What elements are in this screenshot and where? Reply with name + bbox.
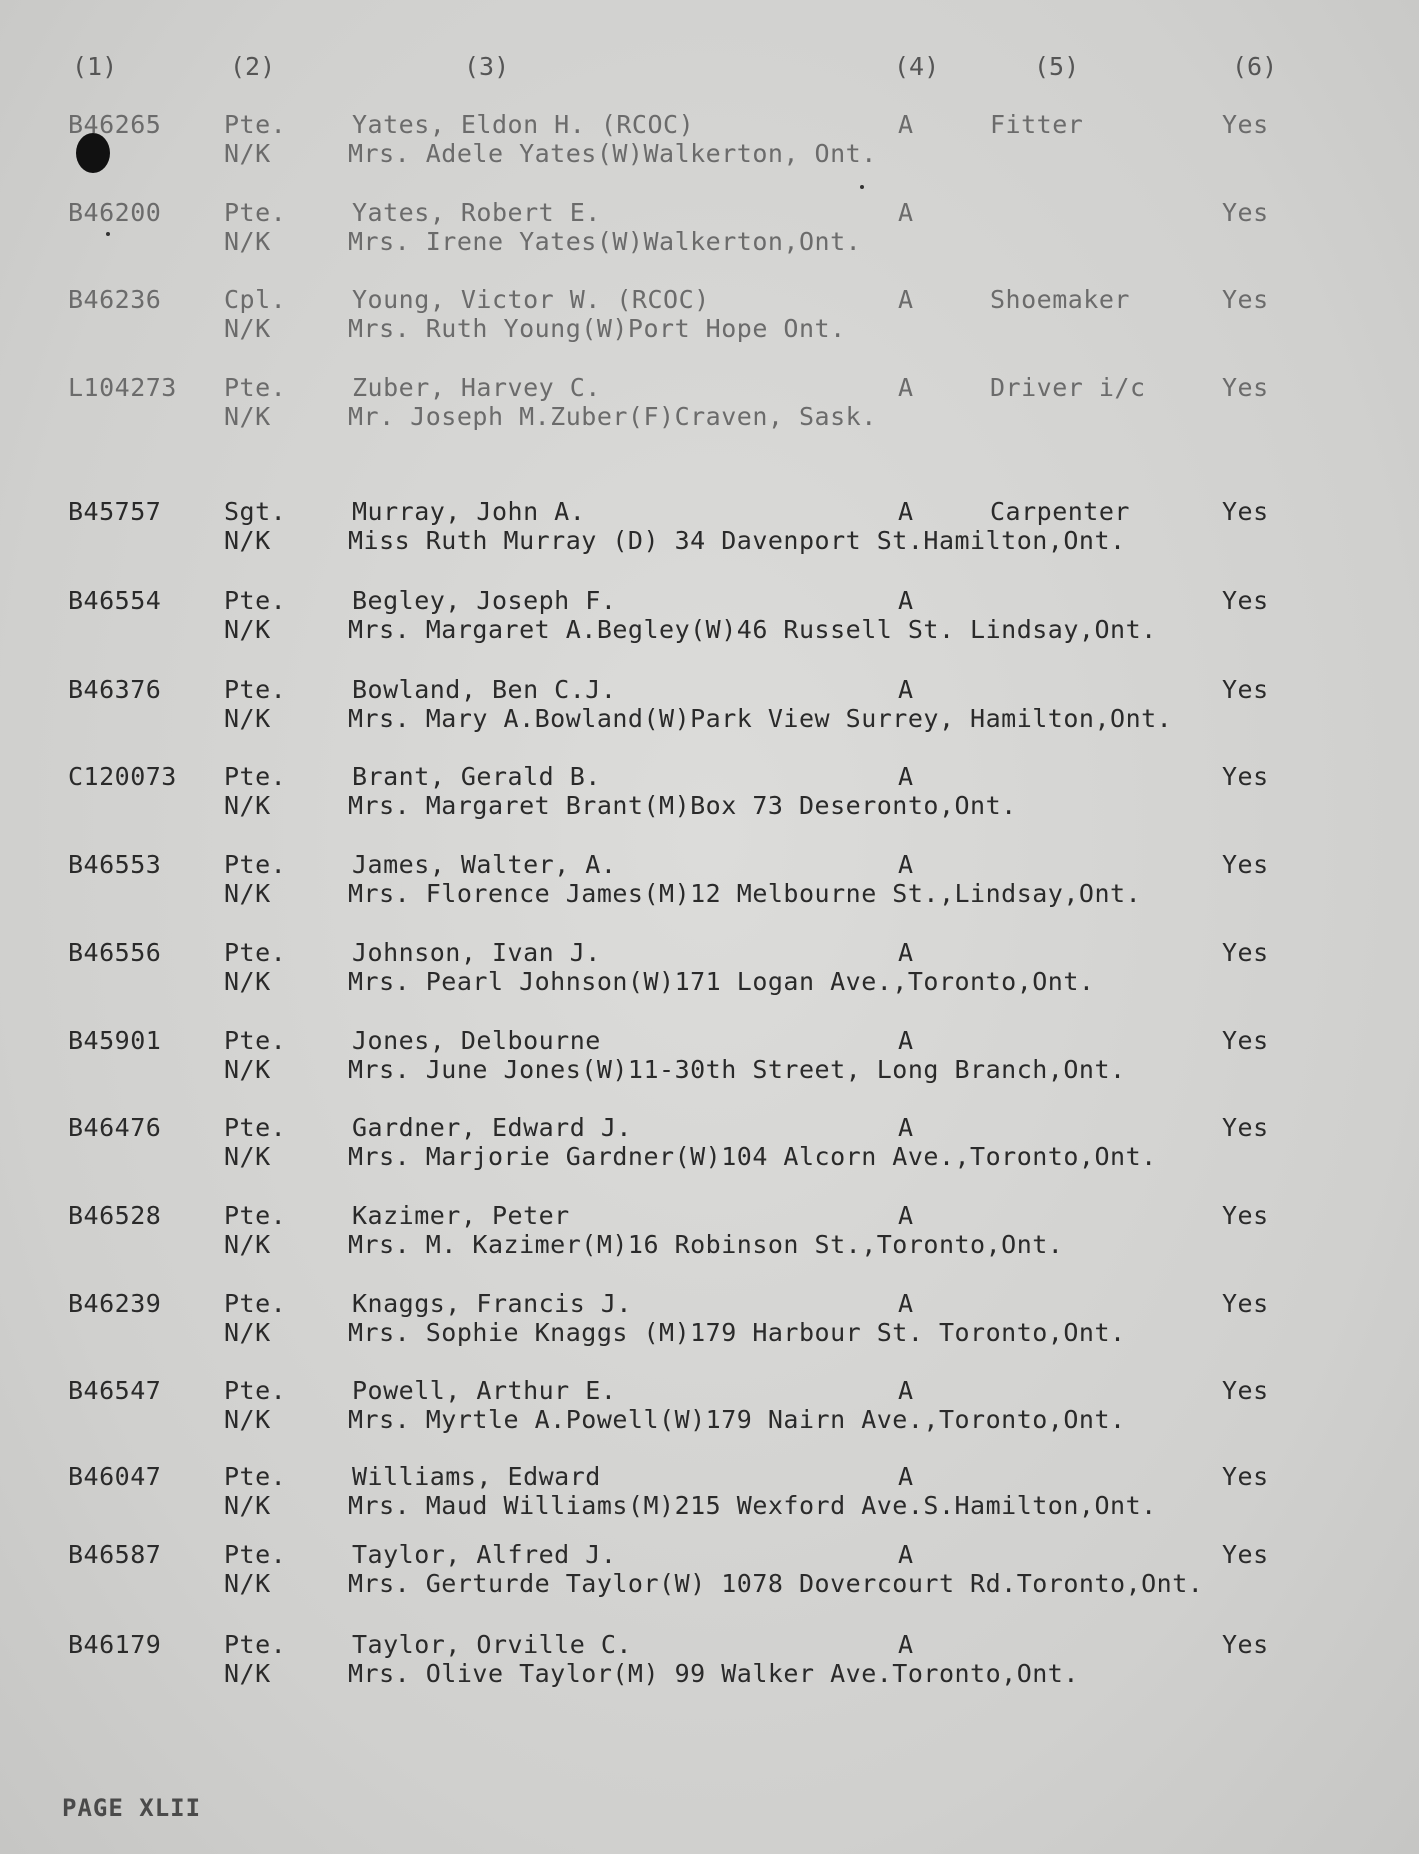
next-of-kin: Mrs. Olive Taylor(M) 99 Walker Ave.Toronto,Ont. bbox=[348, 1659, 1079, 1688]
next-of-kin: Mrs. Maud Williams(M)215 Wexford Ave.S.Hamilton,Ont. bbox=[348, 1491, 1157, 1520]
service-number: L104273 bbox=[68, 373, 177, 402]
record-entry bbox=[0, 285, 1419, 349]
rank: Pte. bbox=[224, 1630, 287, 1659]
category: A bbox=[898, 1630, 914, 1659]
soldier-name: Begley, Joseph F. bbox=[352, 586, 617, 615]
column-headers bbox=[0, 52, 1419, 88]
soldier-name: Gardner, Edward J. bbox=[352, 1113, 632, 1142]
rank: Sgt. bbox=[224, 497, 287, 526]
next-of-kin: Mrs. Ruth Young(W)Port Hope Ont. bbox=[348, 314, 846, 343]
category: A bbox=[898, 1113, 914, 1142]
next-of-kin-label: N/K bbox=[224, 704, 271, 733]
status-yes: Yes bbox=[1222, 1540, 1269, 1569]
rank: Pte. bbox=[224, 1376, 287, 1405]
rank: Pte. bbox=[224, 1289, 287, 1318]
rank: Pte. bbox=[224, 938, 287, 967]
soldier-name: Johnson, Ivan J. bbox=[352, 938, 601, 967]
next-of-kin-label: N/K bbox=[224, 1230, 271, 1259]
soldier-name: Young, Victor W. (RCOC) bbox=[352, 285, 710, 314]
soldier-name: Zuber, Harvey C. bbox=[352, 373, 601, 402]
column-header-2: (2) bbox=[230, 52, 276, 81]
status-yes: Yes bbox=[1222, 1630, 1269, 1659]
column-header-3: (3) bbox=[464, 52, 510, 81]
next-of-kin-label: N/K bbox=[224, 791, 271, 820]
status-yes: Yes bbox=[1222, 1376, 1269, 1405]
next-of-kin: Mrs. Florence James(M)12 Melbourne St.,Lindsay,Ont. bbox=[348, 879, 1142, 908]
next-of-kin-label: N/K bbox=[224, 139, 271, 168]
next-of-kin-label: N/K bbox=[224, 314, 271, 343]
next-of-kin-label: N/K bbox=[224, 1569, 271, 1598]
record-entry bbox=[0, 586, 1419, 650]
status-yes: Yes bbox=[1222, 1289, 1269, 1318]
next-of-kin: Mrs. Gerturde Taylor(W) 1078 Dovercourt Rd.Toronto,Ont. bbox=[348, 1569, 1204, 1598]
service-number: C120073 bbox=[68, 762, 177, 791]
category: A bbox=[898, 1026, 914, 1055]
next-of-kin: Mrs. June Jones(W)11-30th Street, Long Branch,Ont. bbox=[348, 1055, 1126, 1084]
service-number: B46179 bbox=[68, 1630, 162, 1659]
status-yes: Yes bbox=[1222, 1201, 1269, 1230]
next-of-kin-label: N/K bbox=[224, 1659, 271, 1688]
status-yes: Yes bbox=[1222, 198, 1269, 227]
column-header-6: (6) bbox=[1232, 52, 1278, 81]
next-of-kin-label: N/K bbox=[224, 1405, 271, 1434]
status-yes: Yes bbox=[1222, 285, 1269, 314]
status-yes: Yes bbox=[1222, 1113, 1269, 1142]
rank: Pte. bbox=[224, 586, 287, 615]
soldier-name: Yates, Robert E. bbox=[352, 198, 601, 227]
service-number: B46047 bbox=[68, 1462, 162, 1491]
service-number: B46556 bbox=[68, 938, 162, 967]
category: A bbox=[898, 762, 914, 791]
column-header-4: (4) bbox=[894, 52, 940, 81]
record-entry bbox=[0, 1630, 1419, 1694]
soldier-name: Taylor, Orville C. bbox=[352, 1630, 632, 1659]
service-number: B46547 bbox=[68, 1376, 162, 1405]
rank: Pte. bbox=[224, 1113, 287, 1142]
service-number: B46265 bbox=[68, 110, 162, 139]
trade: Driver i/c bbox=[990, 373, 1146, 402]
soldier-name: James, Walter, A. bbox=[352, 850, 617, 879]
ink-dot bbox=[860, 185, 864, 189]
next-of-kin: Mrs. Irene Yates(W)Walkerton,Ont. bbox=[348, 227, 862, 256]
soldier-name: Taylor, Alfred J. bbox=[352, 1540, 617, 1569]
soldier-name: Powell, Arthur E. bbox=[352, 1376, 617, 1405]
record-entry bbox=[0, 1201, 1419, 1265]
record-entry bbox=[0, 938, 1419, 1002]
next-of-kin: Mrs. M. Kazimer(M)16 Robinson St.,Toronto,Ont. bbox=[348, 1230, 1064, 1259]
category: A bbox=[898, 198, 914, 227]
rank: Pte. bbox=[224, 762, 287, 791]
rank: Pte. bbox=[224, 110, 287, 139]
service-number: B46376 bbox=[68, 675, 162, 704]
service-number: B45901 bbox=[68, 1026, 162, 1055]
service-number: B46236 bbox=[68, 285, 162, 314]
status-yes: Yes bbox=[1222, 1026, 1269, 1055]
rank: Pte. bbox=[224, 1201, 287, 1230]
record-entry bbox=[0, 675, 1419, 739]
next-of-kin-label: N/K bbox=[224, 879, 271, 908]
next-of-kin-label: N/K bbox=[224, 402, 271, 431]
category: A bbox=[898, 1540, 914, 1569]
category: A bbox=[898, 850, 914, 879]
category: A bbox=[898, 497, 914, 526]
service-number: B46554 bbox=[68, 586, 162, 615]
rank: Pte. bbox=[224, 675, 287, 704]
category: A bbox=[898, 285, 914, 314]
next-of-kin: Mrs. Myrtle A.Powell(W)179 Nairn Ave.,Toronto,Ont. bbox=[348, 1405, 1126, 1434]
next-of-kin: Miss Ruth Murray (D) 34 Davenport St.Hamilton,Ont. bbox=[348, 526, 1126, 555]
category: A bbox=[898, 373, 914, 402]
next-of-kin-label: N/K bbox=[224, 967, 271, 996]
page-footer: PAGE XLII bbox=[62, 1794, 202, 1822]
soldier-name: Yates, Eldon H. (RCOC) bbox=[352, 110, 695, 139]
next-of-kin: Mrs. Adele Yates(W)Walkerton, Ont. bbox=[348, 139, 877, 168]
next-of-kin-label: N/K bbox=[224, 227, 271, 256]
category: A bbox=[898, 938, 914, 967]
next-of-kin-label: N/K bbox=[224, 526, 271, 555]
category: A bbox=[898, 1289, 914, 1318]
record-entry bbox=[0, 198, 1419, 262]
record-entry bbox=[0, 1376, 1419, 1440]
record-entry bbox=[0, 110, 1419, 174]
service-number: B46200 bbox=[68, 198, 162, 227]
column-header-1: (1) bbox=[72, 52, 118, 81]
trade: Fitter bbox=[990, 110, 1084, 139]
record-entry bbox=[0, 1113, 1419, 1177]
rank: Pte. bbox=[224, 198, 287, 227]
status-yes: Yes bbox=[1222, 938, 1269, 967]
record-entry bbox=[0, 1540, 1419, 1604]
rank: Pte. bbox=[224, 1462, 287, 1491]
category: A bbox=[898, 1376, 914, 1405]
next-of-kin: Mr. Joseph M.Zuber(F)Craven, Sask. bbox=[348, 402, 877, 431]
status-yes: Yes bbox=[1222, 497, 1269, 526]
soldier-name: Williams, Edward bbox=[352, 1462, 601, 1491]
record-entry bbox=[0, 762, 1419, 826]
next-of-kin-label: N/K bbox=[224, 1491, 271, 1520]
next-of-kin: Mrs. Margaret Brant(M)Box 73 Deseronto,Ont. bbox=[348, 791, 1017, 820]
column-header-5: (5) bbox=[1034, 52, 1080, 81]
category: A bbox=[898, 1462, 914, 1491]
service-number: B45757 bbox=[68, 497, 162, 526]
soldier-name: Knaggs, Francis J. bbox=[352, 1289, 632, 1318]
category: A bbox=[898, 110, 914, 139]
record-entry bbox=[0, 497, 1419, 561]
rank: Pte. bbox=[224, 850, 287, 879]
soldier-name: Jones, Delbourne bbox=[352, 1026, 601, 1055]
soldier-name: Murray, John A. bbox=[352, 497, 586, 526]
next-of-kin: Mrs. Margaret A.Begley(W)46 Russell St. Lindsay,Ont. bbox=[348, 615, 1157, 644]
soldier-name: Kazimer, Peter bbox=[352, 1201, 570, 1230]
rank: Cpl. bbox=[224, 285, 287, 314]
next-of-kin: Mrs. Sophie Knaggs (M)179 Harbour St. Toronto,Ont. bbox=[348, 1318, 1126, 1347]
status-yes: Yes bbox=[1222, 675, 1269, 704]
service-number: B46553 bbox=[68, 850, 162, 879]
status-yes: Yes bbox=[1222, 110, 1269, 139]
record-entry bbox=[0, 1462, 1419, 1526]
record-entry bbox=[0, 373, 1419, 437]
next-of-kin-label: N/K bbox=[224, 615, 271, 644]
status-yes: Yes bbox=[1222, 586, 1269, 615]
trade: Shoemaker bbox=[990, 285, 1130, 314]
next-of-kin-label: N/K bbox=[224, 1142, 271, 1171]
trade: Carpenter bbox=[990, 497, 1130, 526]
record-entry bbox=[0, 850, 1419, 914]
rank: Pte. bbox=[224, 1540, 287, 1569]
service-number: B46528 bbox=[68, 1201, 162, 1230]
record-entry bbox=[0, 1026, 1419, 1090]
category: A bbox=[898, 675, 914, 704]
category: A bbox=[898, 586, 914, 615]
next-of-kin-label: N/K bbox=[224, 1318, 271, 1347]
next-of-kin: Mrs. Mary A.Bowland(W)Park View Surrey, Hamilton,Ont. bbox=[348, 704, 1173, 733]
soldier-name: Bowland, Ben C.J. bbox=[352, 675, 617, 704]
rank: Pte. bbox=[224, 373, 287, 402]
service-number: B46587 bbox=[68, 1540, 162, 1569]
service-number: B46239 bbox=[68, 1289, 162, 1318]
status-yes: Yes bbox=[1222, 1462, 1269, 1491]
status-yes: Yes bbox=[1222, 373, 1269, 402]
next-of-kin-label: N/K bbox=[224, 1055, 271, 1084]
record-entry bbox=[0, 1289, 1419, 1353]
service-number: B46476 bbox=[68, 1113, 162, 1142]
soldier-name: Brant, Gerald B. bbox=[352, 762, 601, 791]
status-yes: Yes bbox=[1222, 850, 1269, 879]
status-yes: Yes bbox=[1222, 762, 1269, 791]
category: A bbox=[898, 1201, 914, 1230]
next-of-kin: Mrs. Marjorie Gardner(W)104 Alcorn Ave.,Toronto,Ont. bbox=[348, 1142, 1157, 1171]
rank: Pte. bbox=[224, 1026, 287, 1055]
next-of-kin: Mrs. Pearl Johnson(W)171 Logan Ave.,Toronto,Ont. bbox=[348, 967, 1095, 996]
